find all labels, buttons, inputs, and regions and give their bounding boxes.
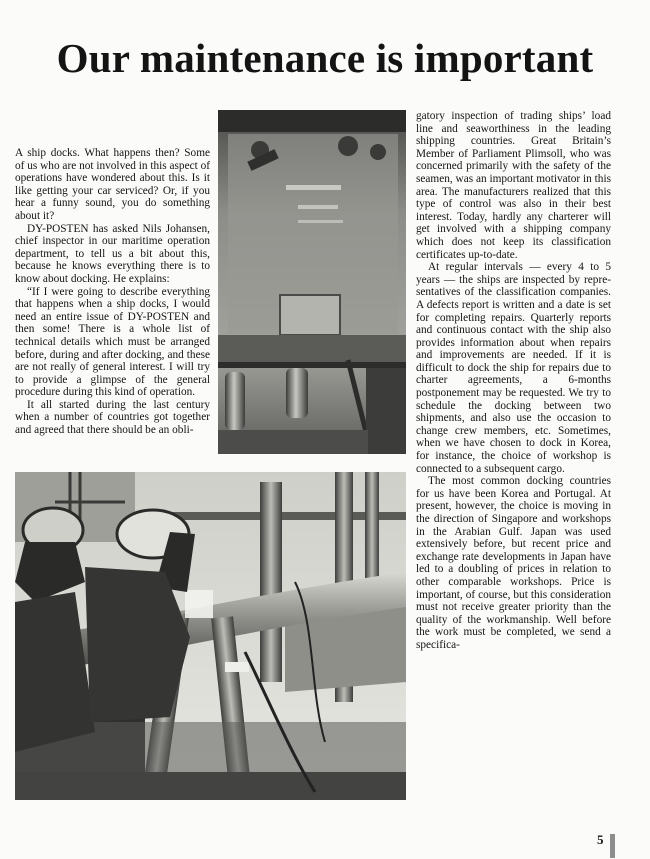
paragraph: DY-POSTEN has asked Nils Johansen, chief inspector in our maritime operation department, to tell us a bit about this, because he knows everything there is to know about docking. He explains: xyxy=(15,222,210,285)
article-column-right xyxy=(416,110,611,652)
article-column-left xyxy=(15,147,210,437)
page-marker-bar xyxy=(610,834,615,858)
photo-welders-at-work xyxy=(15,472,406,800)
photo-ship-hull-plate xyxy=(218,110,406,454)
paragraph: gatory inspection of trading ships’ load line and seaworthiness in the leading shipping countries. Great Britain’s Member of Parliament Plimsoll, who was concerned primarily with the safety of the seamen, was an important motivator in this area. The manufacturers realized that this type of control was also in their best interest. Today, hardly any charterer will get involved with a shipping company which does not keep its classification certificates up-to-date. xyxy=(416,110,611,261)
page-title: Our maintenance is important xyxy=(56,35,594,81)
paragraph: It all started during the last century when a number of countries got together and agreed that there should be an obli- xyxy=(15,398,210,437)
page-number: 5 xyxy=(597,832,604,847)
paragraph: A ship docks. What happens then? Some of us who are not involved in this aspect of operations have wondered about this. Is it like getting your car serviced? Or, if you hear a funny sound, you do something about it? xyxy=(15,147,210,222)
paragraph: The most common docking countries for us have been Korea and Portugal. At present, however, the choice is moving in the direction of Singapore and workshops in the Arabian Gulf. Japan was used extensively before, but recent price and exchange rate developments in Japan have led to a doubling of prices in relation to other comparable workshops. Price is important, of course, but this consideration must not receive greater priority than the quality of the workmanship. Well before the work must be completed, we send a specifica- xyxy=(416,475,611,651)
paragraph: At regular intervals — every 4 to 5 years — the ships are inspected by representatives of the classification companies. A defects report is written and a date is set for completing repairs. Quarterly reports and continuous contact with the ship also provides information about when repairs and improvements are needed. If it is difficult to dock the ship for repairs due to charter agreements, a 6-months postponement may be requested. We try to schedule the docking between two shipments, and also use the occasion to change crew members, etc. Sometimes, when we have chosen to dock in Korea, for instance, the choice of workshop is connected to a subsequent cargo. xyxy=(416,261,611,475)
paragraph: “If I were going to describe everything that happens when a ship docks, I would need an entire issue of DY-POSTEN and then some! There is a whole list of technical details which must be arranged before, during and after docking, and these are not really of general interest. I will try to provide a glimpse of the general procedure during this kind of operation. xyxy=(15,285,210,399)
